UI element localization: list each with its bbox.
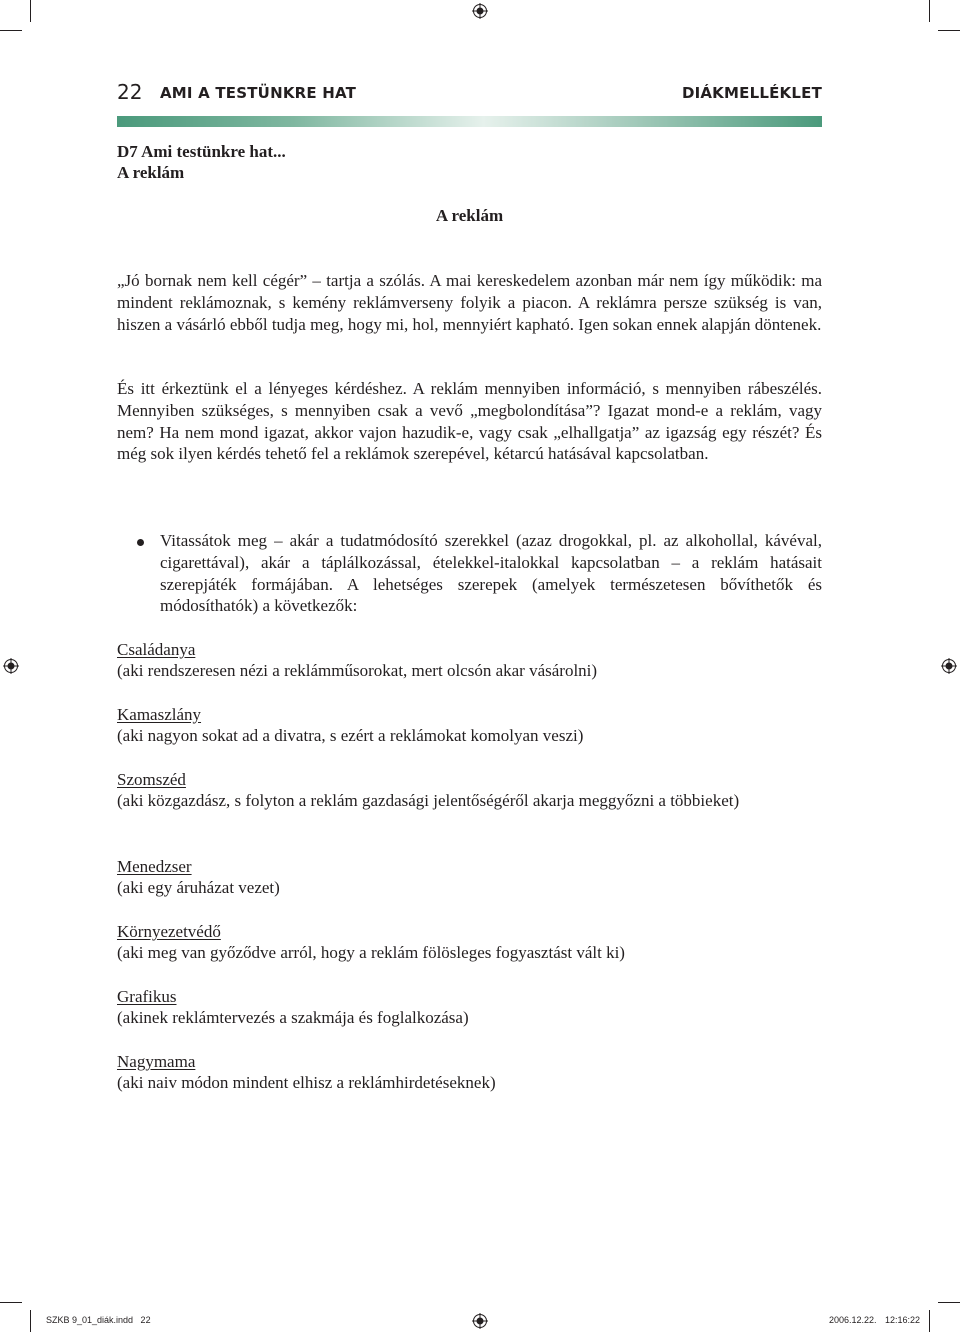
crop-mark bbox=[938, 30, 960, 31]
role-description: (akinek reklámtervezés a szakmája és foglalkozása) bbox=[117, 1008, 469, 1027]
running-header bbox=[117, 80, 822, 108]
footer-time: 12:16:22 bbox=[885, 1315, 921, 1325]
role-name: Környezetvédő bbox=[117, 922, 221, 941]
role-name: Szomszéd bbox=[117, 770, 186, 789]
paragraph-intro: „Jó bornak nem kell cégér” – tartja a szólás. A mai kereskedelem azonban már nem így működik: ma mindent reklámoznak, s kemény reklámverseny folyik a piacon. A reklámra persze szükség is van, hiszen a vásárló ebből tudja meg, hogy mi, hol, mennyiért kapható. Igen sokan ennek alapján döntenek. bbox=[117, 271, 822, 334]
appendix-label: DIÁKMELLÉKLET bbox=[681, 84, 822, 102]
exercise-subtitle: A reklám bbox=[117, 163, 185, 182]
header-rule bbox=[117, 116, 822, 127]
task-text: Vitassátok meg – akár a tudatmódosító szerekkel (azaz drogokkal, pl. az alkohollal, kávéval, cigarettával), akár a táplálkozással, ételekkel-italokkal kapcsolatban – a reklám hatásait szerepjáték formájában. A lehetséges szerepek (amelyek természetesen bővíthetők és módosíthatók) a következők: bbox=[160, 531, 822, 616]
role-description: (aki rendszeresen nézi a reklámműsorokat, mert olcsón akar vásárolni) bbox=[117, 661, 598, 680]
crop-mark bbox=[30, 1310, 31, 1332]
article-title: A reklám bbox=[435, 206, 504, 225]
paragraph-questions: És itt érkeztünk el a lényeges kérdéshez. A reklám mennyiben információ, s mennyiben rábeszélés. Mennyiben szükséges, s mennyiben csak a vevő „megbolondítása”? Igazat mond-e a reklám, vagy nem? Ha nem mond igazat, akkor vajon hazudik-e, vagy csak „elhallgatja” az igazság egy részét? És még sok ilyen kérdés tehető fel a reklámok szerepével, kétarcú hatásával kapcsolatban. bbox=[117, 379, 822, 464]
role-description: (aki naiv módon mindent elhisz a reklámhirdetéseknek) bbox=[117, 1073, 496, 1092]
section-title: AMI A TESTÜNKRE HAT bbox=[160, 84, 357, 102]
role-description: (aki meg van győződve arról, hogy a reklám fölösleges fogyasztást vált ki) bbox=[117, 943, 625, 962]
role-name: Grafikus bbox=[117, 987, 177, 1006]
crop-mark bbox=[929, 1310, 930, 1332]
crop-mark bbox=[30, 0, 31, 22]
crop-mark bbox=[938, 1302, 960, 1303]
role-name: Családanya bbox=[117, 640, 196, 659]
crop-mark bbox=[0, 30, 22, 31]
crop-mark bbox=[0, 1302, 22, 1303]
role-description: (aki egy áruházat vezet) bbox=[117, 878, 280, 897]
footer-file-name: SZKB 9_01_diák.indd 22 bbox=[46, 1315, 151, 1325]
bullet-icon bbox=[137, 539, 144, 546]
role-name: Menedzser bbox=[117, 857, 192, 876]
crop-mark bbox=[929, 0, 930, 22]
registration-mark-icon bbox=[941, 658, 957, 674]
role-name: Kamaszlány bbox=[117, 705, 202, 724]
role-description: (aki közgazdász, s folyton a reklám gazdasági jelentőségéről akarja meggyőzni a többieket) bbox=[117, 791, 740, 810]
registration-mark-icon bbox=[472, 1313, 488, 1329]
exercise-code: D7 Ami testünkre hat... bbox=[117, 142, 286, 161]
role-description: (aki nagyon sokat ad a divatra, s ezért a reklámokat komolyan veszi) bbox=[117, 726, 584, 745]
registration-mark-icon bbox=[472, 3, 488, 19]
registration-mark-icon bbox=[3, 658, 19, 674]
footer-date: 2006.12.22. bbox=[829, 1315, 877, 1325]
role-name: Nagymama bbox=[117, 1052, 196, 1071]
page-number: 22 bbox=[117, 80, 143, 104]
